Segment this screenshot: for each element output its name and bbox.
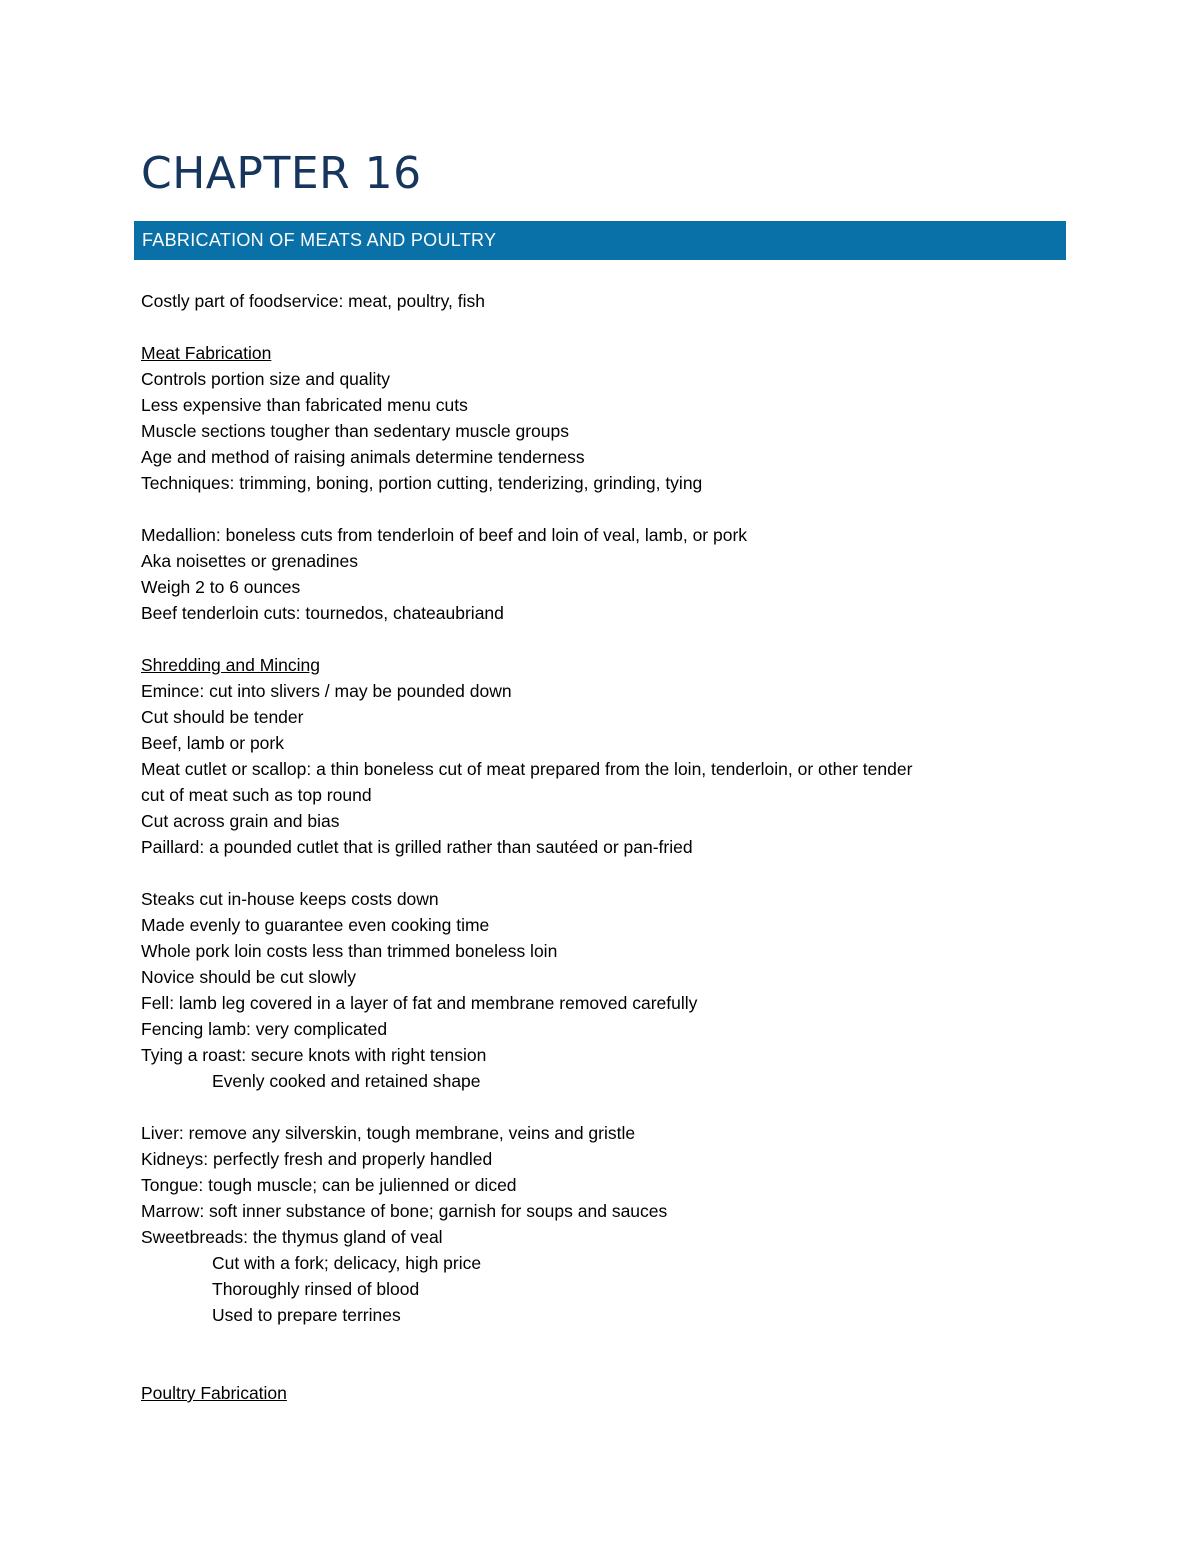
list-item: Controls portion size and quality xyxy=(141,369,391,389)
document-body xyxy=(141,288,1061,1406)
list-item: Beef, lamb or pork xyxy=(141,733,284,753)
meat-fabrication-heading: Meat Fabrication xyxy=(141,343,272,363)
list-item: Novice should be cut slowly xyxy=(141,967,356,987)
list-item: Paillard: a pounded cutlet that is grilled rather than sautéed or pan-fried xyxy=(141,837,693,857)
list-item: Made evenly to guarantee even cooking time xyxy=(141,915,490,935)
list-item: Techniques: trimming, boning, portion cutting, tenderizing, grinding, tying xyxy=(141,473,703,493)
list-item: Fell: lamb leg covered in a layer of fat and membrane removed carefully xyxy=(141,993,698,1013)
chapter-title: CHAPTER 16 xyxy=(141,148,422,199)
shredding-heading: Shredding and Mincing xyxy=(141,655,321,675)
section-title: FABRICATION OF MEATS AND POULTRY xyxy=(142,230,497,250)
indented-list-item: Evenly cooked and retained shape xyxy=(212,1071,481,1091)
blank-line xyxy=(141,626,1061,652)
list-item: Whole pork loin costs less than trimmed boneless loin xyxy=(141,941,558,961)
indented-list-item: Thoroughly rinsed of blood xyxy=(212,1279,420,1299)
list-item: Beef tenderloin cuts: tournedos, chateaubriand xyxy=(141,603,504,623)
list-item: Cut across grain and bias xyxy=(141,811,340,831)
list-item: Meat cutlet or scallop: a thin boneless cut of meat prepared from the loin, tenderloin, or other tender xyxy=(141,759,913,779)
list-item: Marrow: soft inner substance of bone; garnish for soups and sauces xyxy=(141,1201,668,1221)
list-item: Muscle sections tougher than sedentary muscle groups xyxy=(141,421,570,441)
list-item: Weigh 2 to 6 ounces xyxy=(141,577,301,597)
list-item: Fencing lamb: very complicated xyxy=(141,1019,388,1039)
indented-list-item: Cut with a fork; delicacy, high price xyxy=(212,1253,482,1273)
blank-line xyxy=(141,1094,1061,1120)
blank-line xyxy=(141,314,1061,340)
section-header-bar xyxy=(134,221,1066,260)
list-item: Less expensive than fabricated menu cuts xyxy=(141,395,468,415)
list-item: Tying a roast: secure knots with right tension xyxy=(141,1045,487,1065)
list-item: Medallion: boneless cuts from tenderloin of beef and loin of veal, lamb, or pork xyxy=(141,525,748,545)
list-item: Aka noisettes or grenadines xyxy=(141,551,358,571)
list-item: Liver: remove any silverskin, tough membrane, veins and gristle xyxy=(141,1123,636,1143)
list-item: Cut should be tender xyxy=(141,707,304,727)
list-item: Emince: cut into slivers / may be pounded down xyxy=(141,681,512,701)
blank-line xyxy=(141,860,1061,886)
list-item: Age and method of raising animals determine tenderness xyxy=(141,447,585,467)
list-item: Kidneys: perfectly fresh and properly handled xyxy=(141,1149,493,1169)
list-item: Tongue: tough muscle; can be julienned or diced xyxy=(141,1175,517,1195)
intro-line: Costly part of foodservice: meat, poultry, fish xyxy=(141,291,485,311)
blank-line xyxy=(141,1328,1061,1380)
poultry-fabrication-heading: Poultry Fabrication xyxy=(141,1383,287,1403)
indented-list-item: Used to prepare terrines xyxy=(212,1305,401,1325)
list-item: cut of meat such as top round xyxy=(141,785,372,805)
blank-line xyxy=(141,496,1061,522)
list-item: Sweetbreads: the thymus gland of veal xyxy=(141,1227,443,1247)
list-item: Steaks cut in-house keeps costs down xyxy=(141,889,439,909)
